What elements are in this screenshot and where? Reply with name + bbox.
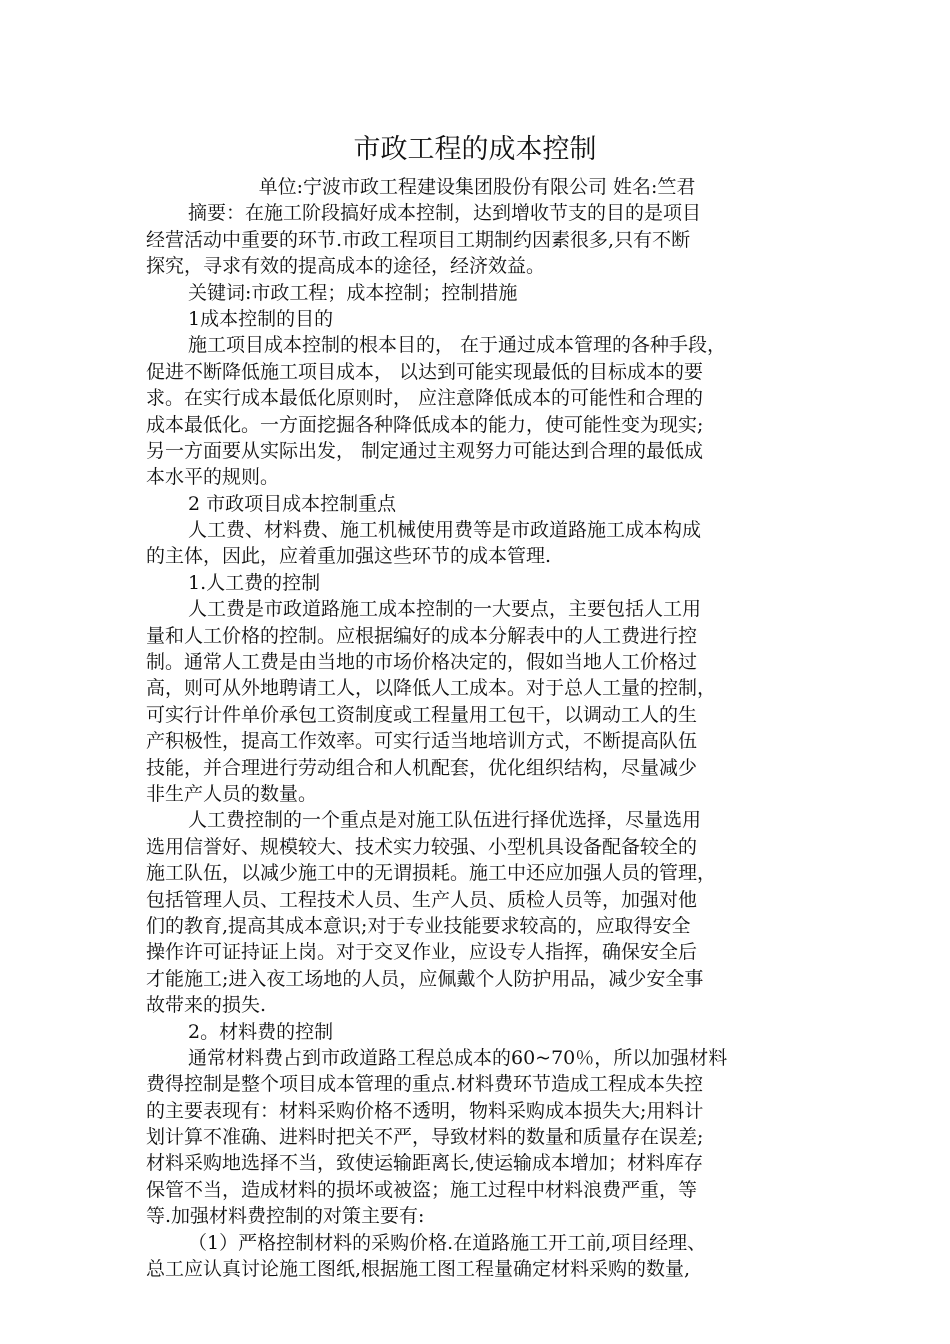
paragraph-line: 施工项目成本控制的根本目的， 在于通过成本管理的各种手段， xyxy=(188,334,727,357)
paragraph-line: 成本最低化。一方面挖掘各种降低成本的能力，使可能性变为现实; xyxy=(146,413,704,436)
paragraph-line: 人工费是市政道路施工成本控制的一大要点，主要包括人工用 xyxy=(188,598,702,621)
paragraph-line: 故带来的损失. xyxy=(146,994,267,1017)
paragraph-line: 高，则可从外地聘请工人，以降低人工成本。对于总人工量的控制， xyxy=(146,677,717,700)
paragraph-line: 材料采购地选择不当，致使运输距离长,使运输成本增加；材料库存 xyxy=(146,1152,704,1175)
paragraph-line: 技能，并合理进行劳动组合和人机配套，优化组织结构，尽量减少 xyxy=(146,756,698,779)
section-heading: 2 市政项目成本控制重点 xyxy=(188,492,397,515)
subsection-heading: 1.人工费的控制 xyxy=(188,571,321,594)
paragraph-line: 划计算不准确、进料时把关不严，导致材料的数量和质量存在误差; xyxy=(146,1126,704,1149)
paragraph-line: 费得控制是整个项目成本管理的重点.材料费环节造成工程成本失控 xyxy=(146,1073,704,1096)
paragraph-line: 促进不断降低施工项目成本， 以达到可能实现最低的目标成本的要 xyxy=(146,360,704,383)
paragraph-line: 非生产人员的数量。 xyxy=(146,782,318,805)
paragraph-line: 另一方面要从实际出发， 制定通过主观努力可能达到合理的最低成 xyxy=(146,439,704,462)
paragraph-line: 的主要表现有：材料采购价格不透明，物料采购成本损失大;用料计 xyxy=(146,1099,704,1122)
paragraph-line: 求。在实行成本最低化原则时， 应注意降低成本的可能性和合理的 xyxy=(146,387,704,410)
paragraph-line: 人工费控制的一个重点是对施工队伍进行择优选择，尽量选用 xyxy=(188,809,702,832)
keywords-line: 关键词:市政工程；成本控制；控制措施 xyxy=(188,281,518,304)
paragraph-line: 量和人工价格的控制。应根据编好的成本分解表中的人工费进行控 xyxy=(146,624,698,647)
author-line: 单位:宁波市政工程建设集团股份有限公司 姓名:竺君 xyxy=(258,176,696,198)
section-heading: 1成本控制的目的 xyxy=(188,307,334,330)
document-body xyxy=(146,174,808,1282)
paragraph-line: 们的教育,提高其成本意识;对于专业技能要求较高的，应取得安全 xyxy=(146,914,691,937)
paragraph-line: 包括管理人员、工程技术人员、生产人员、质检人员等，加强对他 xyxy=(146,888,698,911)
paragraph-line: 本水平的规则。 xyxy=(146,466,280,489)
paragraph-line: 通常材料费占到市政道路工程总成本的60~70％，所以加强材料 xyxy=(188,1046,728,1069)
subsection-heading: 2。材料费的控制 xyxy=(188,1020,334,1043)
paragraph-line: 的主体，因此，应着重加强这些环节的成本管理. xyxy=(146,545,552,568)
abstract-line: 摘要：在施工阶段搞好成本控制，达到增收节支的目的是项目 xyxy=(188,202,702,225)
paragraph-line: 制。通常人工费是由当地的市场价格决定的，假如当地人工价格过 xyxy=(146,651,698,674)
paragraph-line: 保管不当，造成材料的损坏或被盗；施工过程中材料浪费严重，等 xyxy=(146,1178,698,1201)
abstract-line: 经营活动中重要的环节.市政工程项目工期制约因素很多,只有不断 xyxy=(146,228,691,251)
paragraph-line: 操作许可证持证上岗。对于交叉作业，应设专人指挥，确保安全后 xyxy=(146,941,698,964)
list-item: （1）严格控制材料的采购价格.在道路施工开工前,项目经理、 xyxy=(188,1231,707,1254)
paragraph-line: 才能施工;进入夜工场地的人员，应佩戴个人防护用品，减少安全事 xyxy=(146,967,704,990)
document-title: 市政工程的成本控制 xyxy=(353,134,597,165)
paragraph-line: 可实行计件单价承包工资制度或工程量用工包干，以调动工人的生 xyxy=(146,703,698,726)
abstract-line: 探究，寻求有效的提高成本的途径，经济效益。 xyxy=(146,255,546,278)
paragraph-line: 总工应认真讨论施工图纸,根据施工图工程量确定材料采购的数量, xyxy=(146,1258,691,1281)
paragraph-line: 产积极性，提高工作效率。可实行适当地培训方式，不断提高队伍 xyxy=(146,730,698,753)
paragraph-line: 施工队伍，以减少施工中的无谓损耗。施工中还应加强人员的管理， xyxy=(146,862,717,885)
paragraph-line: 人工费、材料费、施工机械使用费等是市政道路施工成本构成 xyxy=(188,519,702,542)
paragraph-line: 等.加强材料费控制的对策主要有: xyxy=(146,1205,425,1228)
paragraph-line: 选用信誉好、规模较大、技术实力较强、小型机具设备配备较全的 xyxy=(146,835,698,858)
